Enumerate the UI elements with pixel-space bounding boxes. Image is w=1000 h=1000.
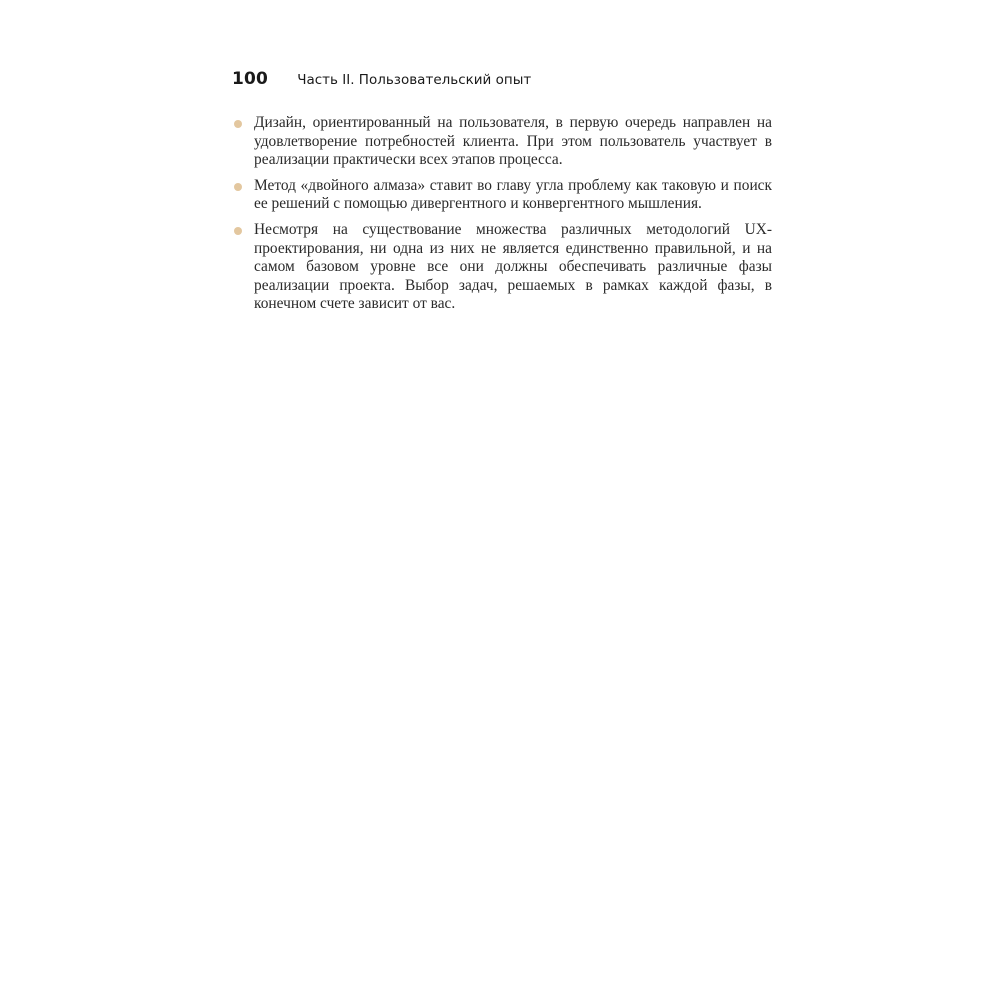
bullet-item — [232, 221, 772, 314]
bullet-text: Метод «двойного алмаза» ставит во главу угла проблему как таковую и поиск ее решений с помощью дивергентного и конвергентного мышления. — [254, 176, 772, 213]
bullet-item — [232, 114, 772, 170]
bullet-dot-icon — [234, 227, 242, 235]
bullet-text: Дизайн, ориентированный на пользователя, в первую очередь направлен на удовлетворение потребностей клиента. При этом пользователь участвует в реализации практически всех этапов процесса. — [254, 114, 772, 169]
bullet-dot-icon — [234, 183, 242, 191]
summary-bullet-list — [232, 114, 772, 321]
running-head — [232, 69, 531, 93]
bullet-text: Несмотря на существование множества различных методологий UX-проектирования, ни одна из них не является единственно правильной, и на самом базовом уровне все они должны обеспечивать различные фазы реализации проекта. Выбор задач, решаемых в рамках каждой фазы, в конечном счете зависит от вас. — [254, 220, 772, 313]
bullet-dot-icon — [234, 120, 242, 128]
page-number: 100 — [232, 69, 269, 89]
bullet-item — [232, 177, 772, 214]
running-head-title: Часть II. Пользовательский опыт — [297, 72, 532, 88]
